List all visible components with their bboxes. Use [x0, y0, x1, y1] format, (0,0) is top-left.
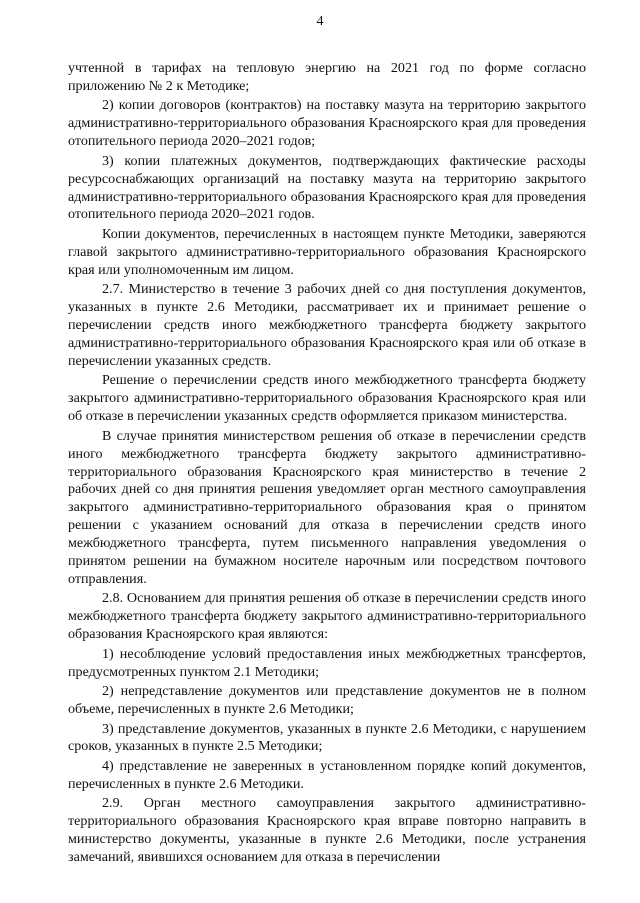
clause-2-9: 2.9. Орган местного самоуправления закрытого административно-территориального образования Красноярского края вправе повторно направить в министерство документы, указанные в пункте 2.6 Методики, после устранения замечаний, явившихся основанием для отказа в перечислении [68, 795, 586, 866]
paragraph-copies-certification: Копии документов, перечисленных в настоящем пункте Методики, заверяются главой закрытого административно-территориального образования Красноярского края или уполномоченным им лицом. [68, 225, 586, 278]
paragraph-refusal-notification: В случае принятия министерством решения об отказе в перечислении средств иного межбюджетного трансферта бюджету закрытого административно-территориального образования Красноярского края министерство в течение 2 рабочих дней со дня принятия решения уведомляет орган местного самоуправления закрытого административно-территориального образования края о принятом решении с указанием оснований для отказа в перечислении средств иного межбюджетного трансферта, путем письменного направления уведомления о принятом решении на бумажном носителе нарочным или посредством почтового отправления. [68, 427, 586, 587]
clause-2-8: 2.8. Основанием для принятия решения об отказе в перечислении средств иного межбюджетного трансферта бюджету закрытого административно-территориального образования Красноярского края являются: [68, 590, 586, 643]
refusal-ground-1: 1) несоблюдение условий предоставления иных межбюджетных трансфертов, предусмотренных пунктом 2.1 Методики; [68, 645, 586, 680]
clause-2-7: 2.7. Министерство в течение 3 рабочих дней со дня поступления документов, указанных в пункте 2.6 Методики, рассматривает их и принимает решение о перечислении средств иного межбюджетного трансферта бюджету закрытого административно-территориального образования Красноярского края или об отказе в перечислении указанных средств. [68, 281, 586, 369]
page-number: 4 [316, 14, 324, 29]
paragraph-decision-order: Решение о перечислении средств иного межбюджетного трансферта бюджету закрытого административно-территориального образования Красноярского края или об отказе в перечислении указанных средств оформляется приказом министерства. [68, 372, 586, 425]
refusal-ground-4: 4) представление не заверенных в установленном порядке копий документов, перечисленных в пункте 2.6 Методики. [68, 757, 586, 792]
refusal-ground-3: 3) представление документов, указанных в пункте 2.6 Методики, с нарушением сроков, указанных в пункте 2.5 Методики; [68, 720, 586, 755]
paragraph-continuation: учтенной в тарифах на тепловую энергию на 2021 год по форме согласно приложению № 2 к Методике; [68, 60, 586, 94]
list-item-3: 3) копии платежных документов, подтверждающих фактические расходы ресурсоснабжающих организаций на поставку мазута на территорию закрытого административно-территориального образования Красноярского края для проведения отопительного периода 2020–2021 годов. [68, 152, 586, 223]
refusal-ground-2: 2) непредставление документов или представление документов не в полном объеме, перечисленных в пункте 2.6 Методики; [68, 683, 586, 718]
document-body [68, 60, 586, 869]
list-item-2: 2) копии договоров (контрактов) на поставку мазута на территорию закрытого административно-территориального образования Красноярского края для проведения отопительного периода 2020–2021 годов; [68, 97, 586, 150]
